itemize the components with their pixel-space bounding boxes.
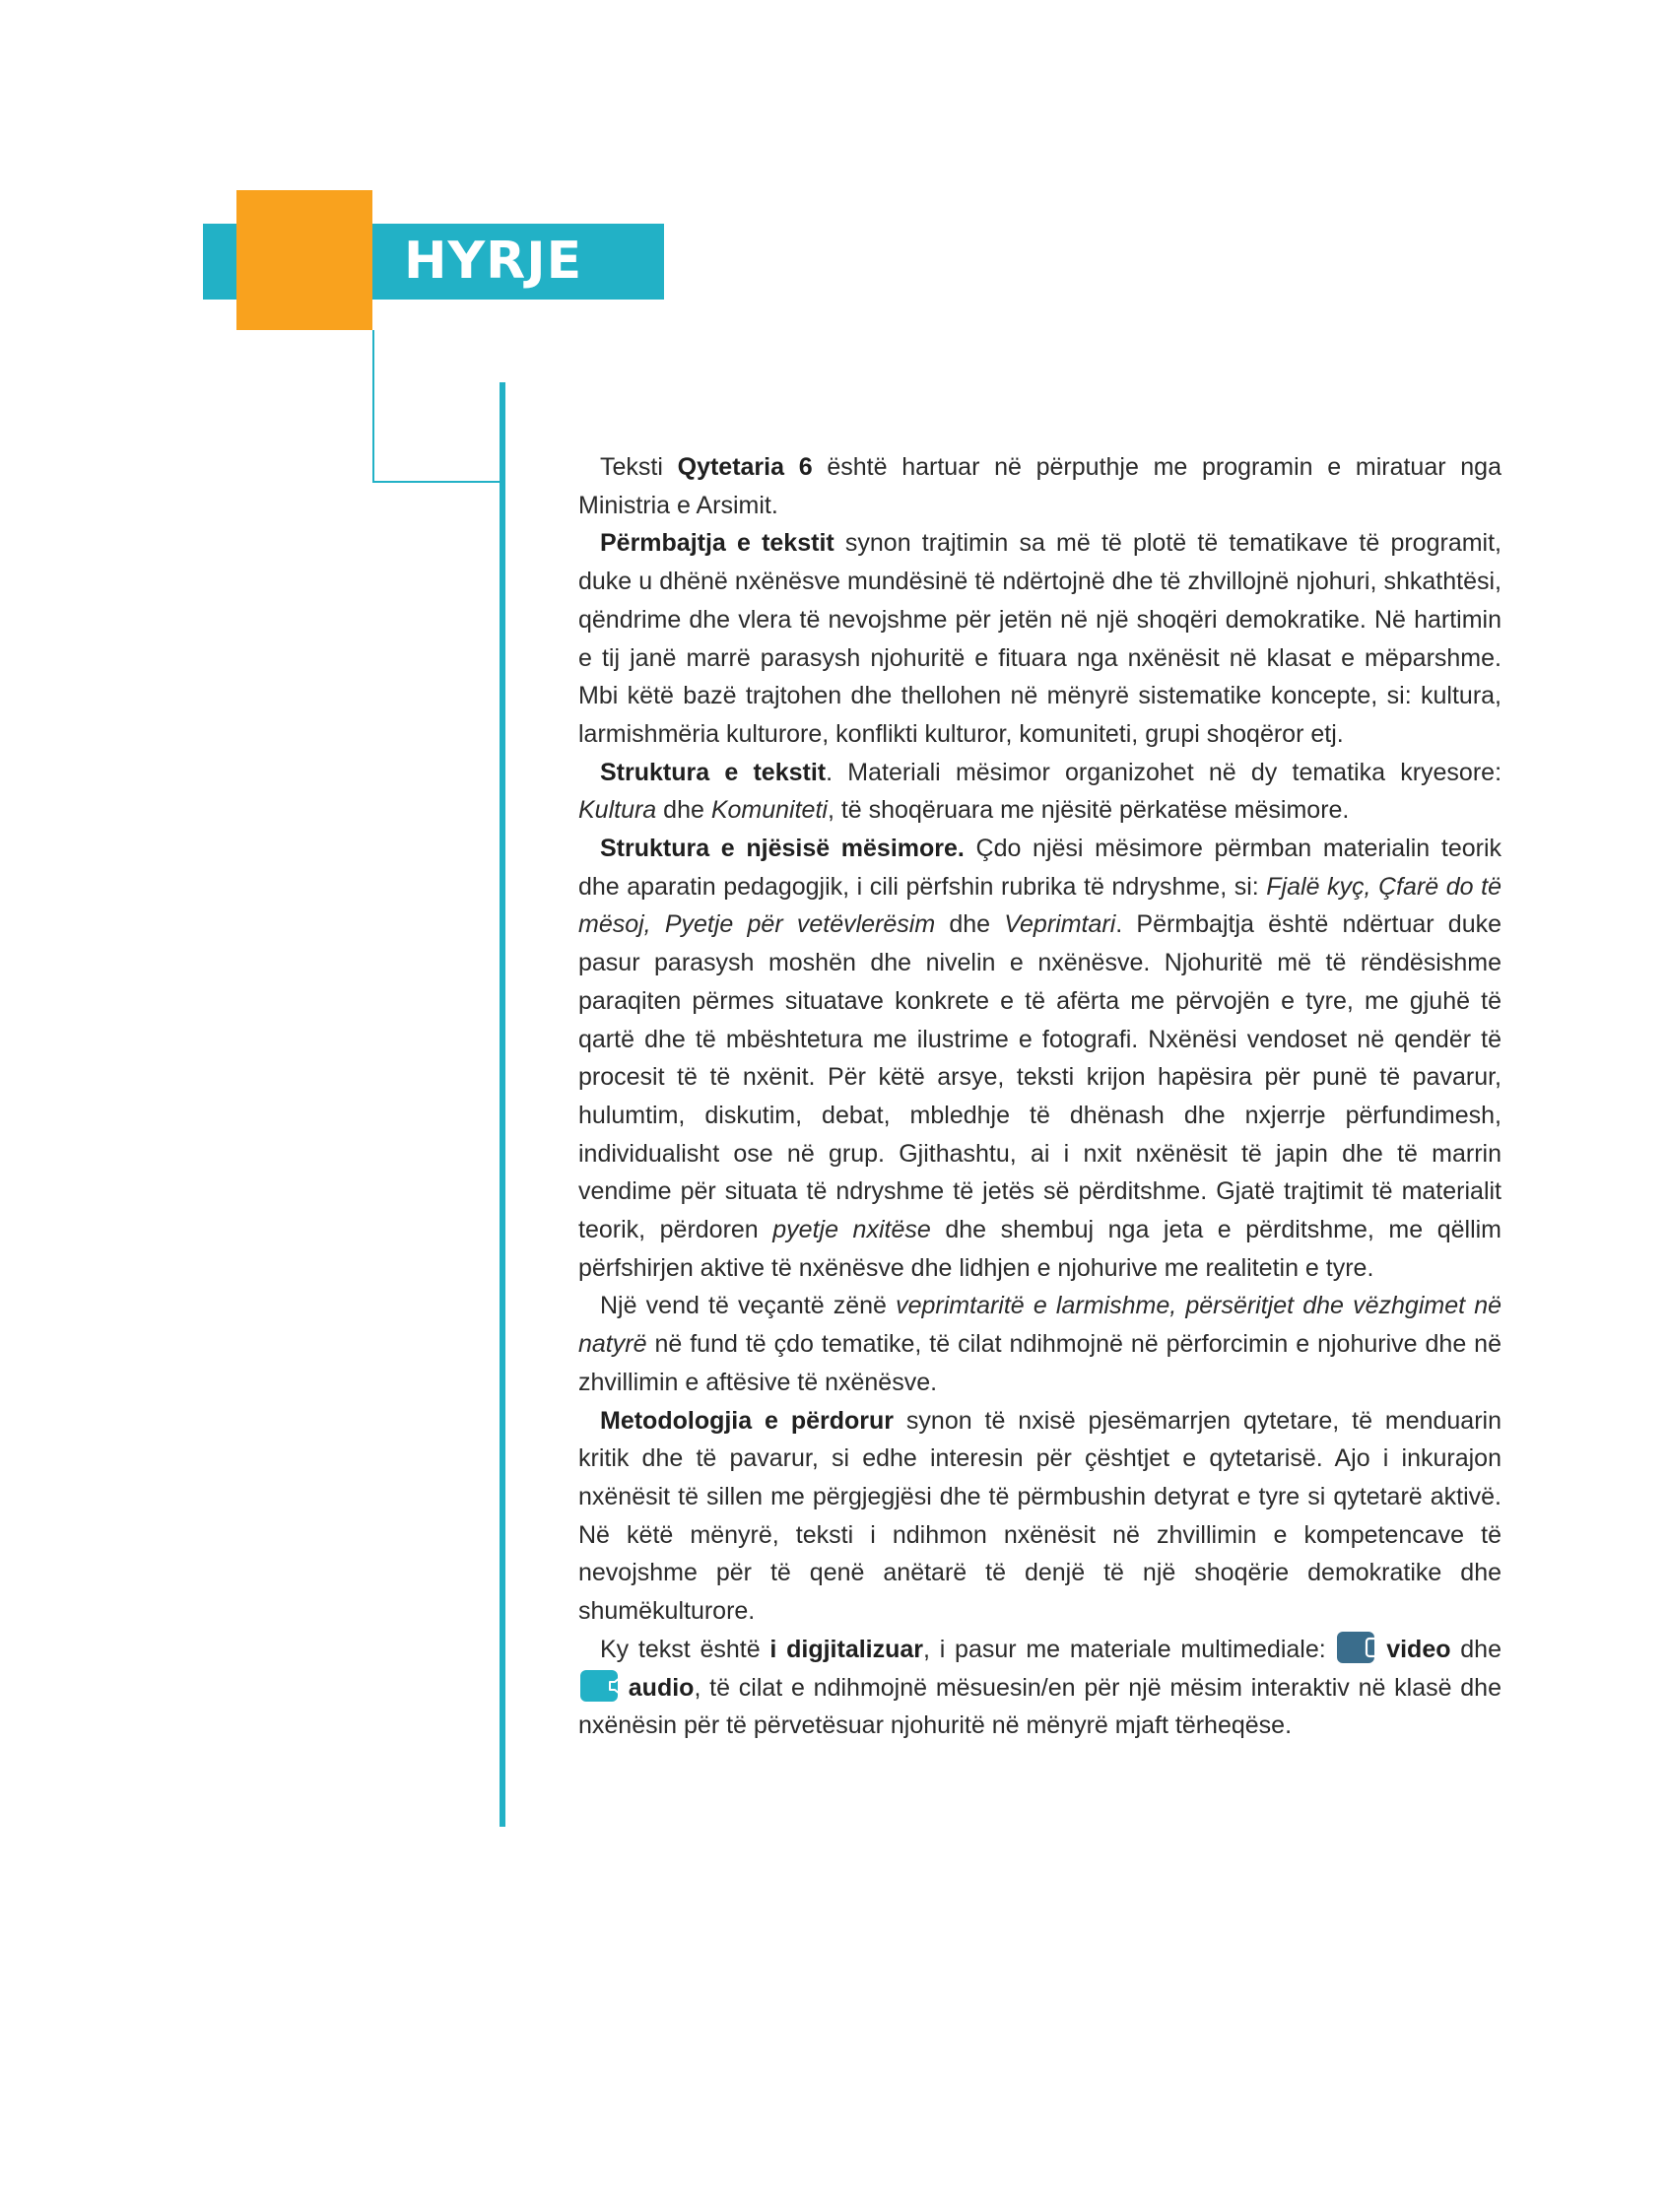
page-title: HYRJE	[404, 232, 583, 291]
text-run: është hartuar në përputhje me programin e miratuar nga Ministria e Arsimit.	[578, 453, 1501, 519]
text-run: synon të nxisë pjesëmarrjen qytetare, të menduarin kritik dhe të pavarur, si edhe interesin për çështjet e qytetarisë. Ajo i inkurajon nxënësit të sillen me përgjegjësi dhe të përmbushin detyrat e tyre si qytetarë aktivë. Në këtë mënyrë, teksti i ndihmon nxënësit në zhvillimin e kompetencave të nevojshme për të qenë anëtarë të denjë të një shoqërie demokratike dhe shumëkulturore.	[578, 1406, 1501, 1626]
italic-text: Kultura	[578, 796, 657, 825]
bold-text: Struktura e njësisë mësimore.	[600, 835, 965, 863]
text-run: , i pasur me materiale multimediale:	[923, 1635, 1336, 1663]
paragraph	[578, 1287, 1501, 1401]
italic-text: veprimtaritë e larmishme, përsëritjet dhe vëzhgimet në natyrë	[578, 1292, 1502, 1359]
bold-text: Përmbajtja e tekstit	[600, 529, 834, 558]
bold-text: video	[1376, 1635, 1451, 1663]
text-run: Një vend të veçantë zënë	[600, 1292, 897, 1320]
intro-text	[578, 448, 1501, 1745]
connector-line-vertical	[372, 330, 374, 483]
speaker-icon[interactable]	[580, 1670, 618, 1702]
bold-text: i digjitalizuar	[769, 1635, 924, 1663]
text-run: dhe shembuj nga jeta e përditshme, me qëllim përfshirjen aktive të nxënësve dhe lidhjen e njohurive me realitetin e tyre.	[578, 1216, 1501, 1282]
text-run: Ky tekst është	[600, 1635, 770, 1663]
text-run: , të cilat e ndihmojnë mësuesin/en për një mësim interaktiv në klasë dhe nxënësin për të përvetësuar njohuritë në mënyrë mjaft tërheqëse.	[578, 1673, 1501, 1740]
italic-text: pyetje nxitëse	[772, 1216, 931, 1244]
bold-text: Qytetaria 6	[677, 453, 813, 481]
italic-text: Komuniteti	[710, 796, 828, 825]
bold-text: audio	[620, 1673, 695, 1702]
paragraph	[578, 524, 1501, 753]
paragraph	[578, 448, 1501, 524]
text-run: . Përmbajtja është ndërtuar duke pasur parasysh moshën dhe nivelin e nxënësve. Njohuritë më të rëndësishme paraqiten përmes situatave konkrete e të afërta me përvojën e tyre, me gjuhë të qartë dhe të mbështetura me ilustrime e fotografi. Nxënësi vendoset në qendër të procesit të të nxënit. Për këtë arsye, teksti krijon hapësira për punë të pavarur, hulumtim, diskutim, debat, mbledhje të dhënash dhe nxjerrje përfundimesh, individualisht ose në grup. Gjithashtu, ai i nxit nxënësit të japin dhe të marrin vendime për situata të ndryshme të jetës së përditshme. Gjatë trajtimit të materialit teorik, përdoren	[578, 910, 1501, 1244]
text-run: dhe	[1450, 1635, 1501, 1663]
text-run: dhe	[935, 910, 1005, 939]
text-run: Çdo njësi mësimore përmban materialin teorik dhe aparatin pedagogjik, i cili përfshin rubrika të ndryshme, si:	[578, 835, 1502, 901]
text-run: Teksti	[600, 453, 678, 481]
bold-text: Struktura e tekstit	[600, 758, 827, 786]
text-run: në fund të çdo tematike, të cilat ndihmojnë në përforcimin e njohurive dhe në zhvillimin e aftësive të nxënësve.	[578, 1330, 1501, 1396]
text-run: , të shoqëruara me njësitë përkatëse mësimore.	[827, 796, 1350, 825]
video-play-icon[interactable]	[1337, 1632, 1374, 1663]
accent-square	[236, 190, 372, 330]
paragraph	[578, 1402, 1501, 1631]
text-run: . Materiali mësimor organizohet në dy tematika kryesore:	[826, 758, 1502, 786]
text-run: synon trajtimin sa më të plotë të tematikave të programit, duke u dhënë nxënësve mundësinë të ndërtojnë dhe të zhvillojnë njohuri, shkathtësi, qëndrime dhe vlera të nevojshme për jetën në një shoqëri demokratike. Në hartimin e tij janë marrë parasysh njohuritë e fituara nga nxënësit në klasat e mëparshme. Mbi këtë bazë trajtohen dhe thellohen në mënyrë sistematike koncepte, si: kultura, larmishmëria kulturore, konflikti kulturor, komuniteti, grupi shoqëror etj.	[578, 529, 1501, 748]
paragraph	[578, 1631, 1501, 1745]
paragraph	[578, 754, 1501, 830]
italic-text: Fjalë kyç, Çfarë do të mësoj, Pyetje për vetëvlerësim	[578, 872, 1501, 939]
paragraph	[578, 830, 1501, 1287]
bold-text: Metodologjia e përdorur	[600, 1406, 895, 1435]
text-run: dhe	[656, 796, 711, 825]
text-margin-rule	[500, 382, 505, 1827]
italic-text: Veprimtari	[1004, 910, 1116, 939]
connector-line-horizontal	[372, 481, 502, 483]
